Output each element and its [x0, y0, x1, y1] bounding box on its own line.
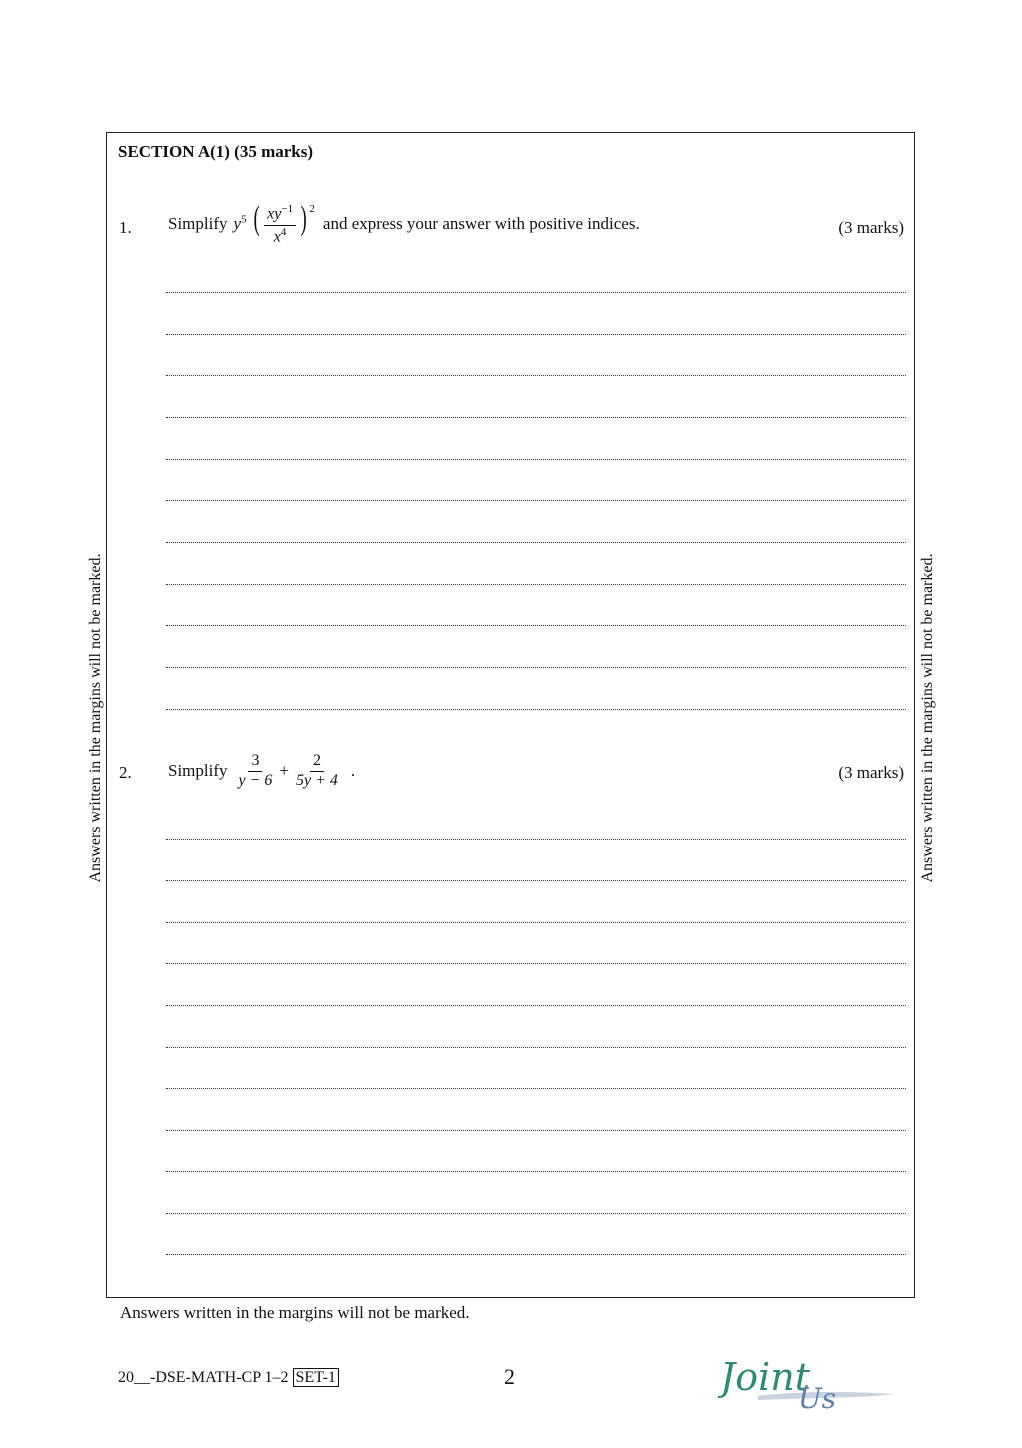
answer-line[interactable]: [166, 1213, 906, 1214]
answer-line[interactable]: [166, 709, 906, 710]
answer-line[interactable]: [166, 1254, 906, 1255]
section-title: SECTION A(1) (35 marks): [118, 142, 314, 161]
right-paren: ): [300, 200, 307, 237]
answer-line[interactable]: [166, 542, 906, 543]
question-2-number: 2.: [119, 763, 132, 782]
answer-line[interactable]: [166, 459, 906, 460]
q1-num-x: x: [267, 205, 275, 223]
paper-code-text: 20__-DSE-MATH-CP 1–2: [118, 1369, 293, 1386]
bottom-margin-note: Answers written in the margins will not be marked.: [120, 1303, 470, 1322]
answer-line[interactable]: [166, 1171, 906, 1172]
question-2-marks: (3 marks): [838, 763, 904, 782]
question-1-expression: [234, 202, 315, 246]
answer-box: [106, 132, 915, 1298]
answer-line[interactable]: [166, 1005, 906, 1006]
q1-numerator: [264, 204, 296, 225]
answer-line[interactable]: [166, 375, 906, 376]
answer-line[interactable]: [166, 922, 906, 923]
q2-fraction-1: [236, 753, 276, 790]
q2-frac1-denominator: y − 6: [238, 771, 273, 789]
q1-base: y: [233, 214, 242, 233]
answer-line[interactable]: [166, 417, 906, 418]
q2-fraction-2: [293, 753, 341, 790]
question-2-expression: [234, 753, 343, 790]
question-2-text: [168, 753, 355, 790]
answer-line[interactable]: [166, 292, 906, 293]
page-number: 2: [504, 1364, 515, 1389]
answer-line[interactable]: [166, 1130, 906, 1131]
left-paren: (: [253, 200, 260, 237]
answer-line[interactable]: [166, 625, 906, 626]
question-1-text: [168, 202, 640, 246]
question-1-suffix: and express your answer with positive indices.: [322, 213, 640, 233]
answer-line[interactable]: [166, 667, 906, 668]
answer-line[interactable]: [166, 963, 906, 964]
joint-us-logo: [718, 1354, 898, 1414]
answer-line[interactable]: [166, 334, 906, 335]
left-margin-note: Answers written in the margins will not be marked.: [87, 553, 104, 883]
q1-num-y: y: [274, 205, 282, 223]
q1-outer-exp: 2: [309, 203, 315, 216]
q1-num-y-exp: −1: [281, 203, 294, 216]
logo-word-us: Us: [798, 1382, 836, 1414]
q1-den-exp: 4: [280, 225, 287, 238]
question-1-prefix: Simplify: [168, 213, 228, 233]
set-label: SET-1: [293, 1368, 339, 1387]
answer-line[interactable]: [166, 880, 906, 881]
question-2-prefix: Simplify: [168, 761, 228, 781]
logo-word-joint: Joint: [720, 1355, 811, 1399]
question-1-marks: (3 marks): [838, 218, 904, 237]
paper-code: [118, 1369, 339, 1387]
q1-base-exp: 5: [241, 213, 247, 226]
answer-line[interactable]: [166, 1088, 906, 1089]
answer-line[interactable]: [166, 839, 906, 840]
question-1-number: 1.: [119, 218, 132, 237]
q1-denominator: [271, 226, 290, 246]
question-2-suffix: .: [350, 761, 356, 781]
answer-line[interactable]: [166, 500, 906, 501]
answer-line[interactable]: [166, 584, 906, 585]
right-margin-note: Answers written in the margins will not be marked.: [919, 553, 936, 883]
q2-frac1-numerator: 3: [248, 753, 262, 772]
q1-fraction: [264, 204, 296, 245]
q2-frac2-denominator: 5y + 4: [296, 771, 338, 789]
answer-line[interactable]: [166, 1047, 906, 1048]
q2-frac2-numerator: 2: [310, 753, 324, 772]
q1-den-x: x: [273, 227, 281, 245]
q2-plus-sign: +: [279, 761, 290, 781]
